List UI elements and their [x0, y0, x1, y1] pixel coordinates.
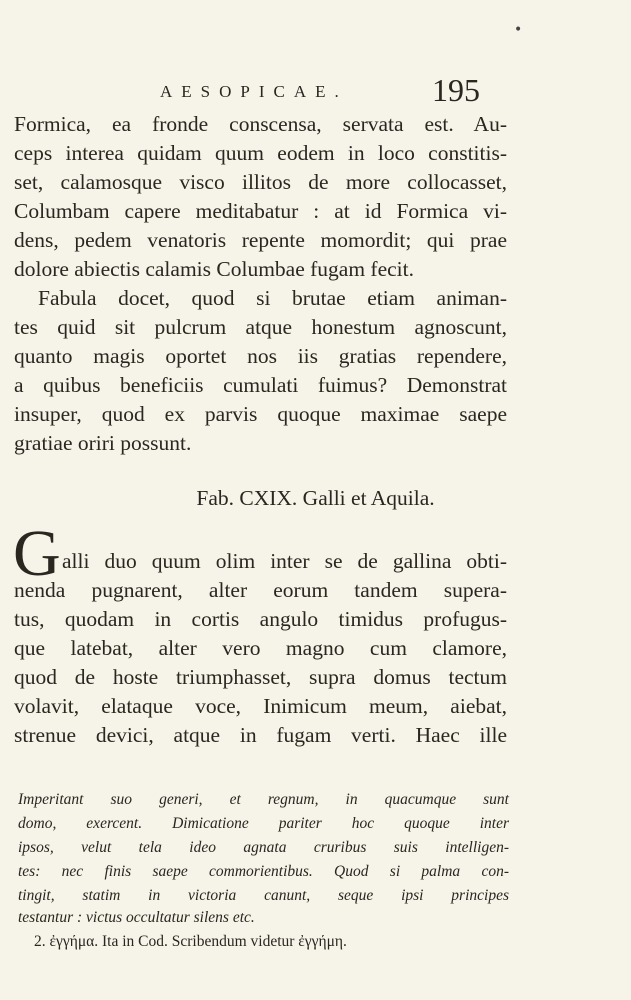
text-line: quanto magis oportet nos iis gratias rependere, — [14, 344, 507, 368]
text-line: quod de hoste triumphasset, supra domus tectum — [14, 665, 507, 689]
text-line: Formica, ea fronde conscensa, servata est. Au- — [14, 112, 507, 136]
drop-cap: G — [13, 517, 61, 590]
text-line: que latebat, alter vero magno cum clamore, — [14, 636, 507, 660]
footnote-line: tes: nec finis saepe commorientibus. Quod si palma con- — [18, 863, 509, 880]
text-line: alli duo quum olim inter se de gallina obti- — [62, 549, 507, 573]
text-line: tes quid sit pulcrum atque honestum agnoscunt, — [14, 315, 507, 339]
text-line: a quibus beneficiis cumulati fuimus? Demonstrat — [14, 373, 507, 397]
text-line: strenue devici, atque in fugam verti. Haec ille — [14, 723, 507, 747]
text-line: ceps interea quidam quum eodem in loco constitis- — [14, 141, 507, 165]
text-line: dolore abiectis calamis Columbae fugam fecit. — [14, 257, 414, 281]
text-line: nenda pugnarent, alter eorum tandem supera- — [14, 578, 507, 602]
text-line: Columbam capere meditabatur : at id Formica vi- — [14, 199, 507, 223]
running-title: AESOPICAE. — [160, 82, 348, 101]
text-line: dens, pedem venatoris repente momordit; qui prae — [14, 228, 507, 252]
page-number: 195 — [432, 72, 480, 108]
footnote-line: Imperitant suo generi, et regnum, in quacumque sunt — [18, 791, 509, 808]
text-line: Fabula docet, quod si brutae etiam animan- — [38, 286, 507, 310]
footnote-2: 2. ἐγγήμα. Ita in Cod. Scribendum videtur ἐγγήμη. — [34, 933, 347, 950]
corner-mark: • — [514, 22, 523, 38]
footnote-line: testantur : victus occultatur silens etc. — [18, 909, 255, 926]
text-line: set, calamosque visco illitos de more collocasset, — [14, 170, 507, 194]
text-line: insuper, quod ex parvis quoque maximae saepe — [14, 402, 507, 426]
text-line: gratiae oriri possunt. — [14, 431, 192, 455]
footnote-line: ipsos, velut tela ideo agnata cruribus suis intelligen- — [18, 839, 509, 856]
text-line: volavit, elataque voce, Inimicum meum, aiebat, — [14, 694, 507, 718]
page-header — [0, 72, 631, 108]
fable-heading: Fab. CXIX. Galli et Aquila. — [196, 486, 435, 510]
footnote-line: domo, exercent. Dimicatione pariter hoc quoque inter — [18, 815, 509, 832]
text-line: tus, quodam in cortis angulo timidus profugus- — [14, 607, 507, 631]
footnote-line: tingit, statim in victoria canunt, seque ipsi principes — [18, 887, 509, 904]
